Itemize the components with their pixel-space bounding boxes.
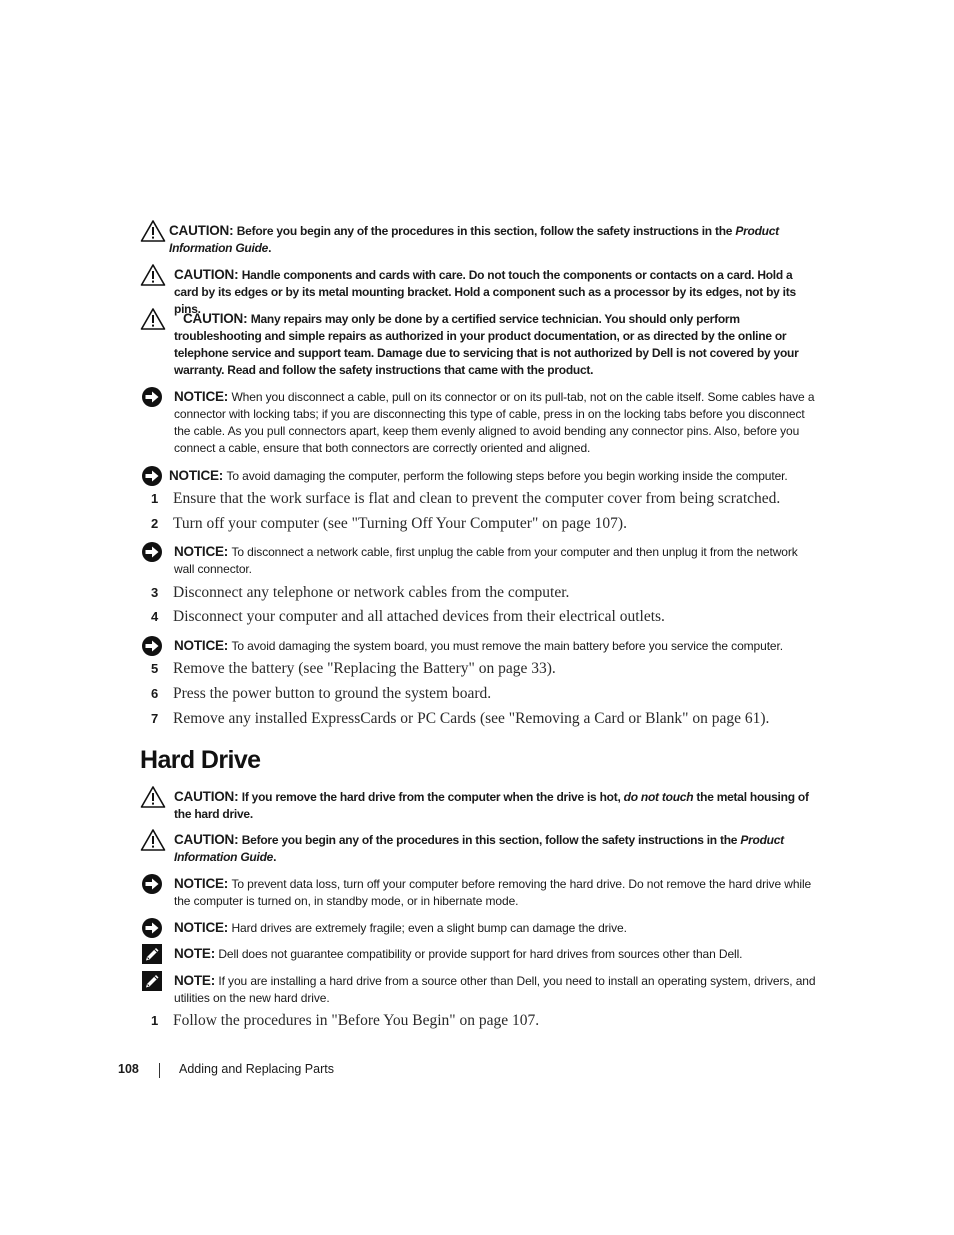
notice-icon (140, 385, 166, 409)
notice-icon (140, 916, 166, 940)
page-number: 108 (118, 1062, 139, 1076)
notice-note: NOTICE: To avoid damaging the system board, you must remove the main battery before you service the computer. (140, 637, 816, 655)
caution-note: CAUTION: Before you begin any of the procedures in this section, follow the safety instructions in the Product Information Guide. (140, 831, 816, 866)
caution-icon (140, 263, 166, 287)
notice-icon (140, 540, 166, 564)
caution-icon (140, 828, 166, 852)
caution-icon (140, 307, 166, 331)
pencil-note-icon (140, 969, 166, 993)
step-item: 5 Remove the battery (see "Replacing the Battery" on page 33). (151, 660, 556, 677)
notice-icon (140, 872, 166, 896)
section-title: Hard Drive (140, 746, 261, 774)
page-footer (118, 1062, 334, 1076)
note-note: NOTE: Dell does not guarantee compatibility or provide support for hard drives from sources other than Dell. (140, 945, 816, 963)
notice-icon (140, 464, 166, 488)
step-item: 7 Remove any installed ExpressCards or PC Cards (see "Removing a Card or Blank" on page 61). (151, 710, 770, 727)
pencil-note-icon (140, 942, 166, 966)
notice-icon (140, 634, 166, 658)
step-item: 1 Follow the procedures in "Before You Begin" on page 107. (151, 1012, 540, 1029)
notice-note: NOTICE: To avoid damaging the computer, perform the following steps before you begin working inside the computer. (140, 467, 816, 485)
notice-note: NOTICE: When you disconnect a cable, pull on its connector or on its pull-tab, not on the cable itself. Some cables have a connector with locking tabs; if you are disconnecting this type of cable, press in on the locking tabs before you disconnect the cable. As you pull connectors apart, keep them evenly aligned to avoid bending any connector pins. Also, before you connect a cable, ensure that both connectors are correctly oriented and aligned. (140, 388, 816, 457)
caution-note: CAUTION: Before you begin any of the procedures in this section, follow the safety instructions in the Product Information Guide. (140, 222, 816, 257)
step-item: 4 Disconnect your computer and all attached devices from their electrical outlets. (151, 608, 665, 625)
caution-icon (140, 219, 166, 243)
footer-divider (159, 1063, 160, 1078)
step-item: 6 Press the power button to ground the system board. (151, 685, 492, 702)
caution-icon (140, 785, 166, 809)
caution-note: CAUTION: Many repairs may only be done by a certified service technician. You should only perform troubleshooting and simple repairs as authorized in your product documentation, or as directed by the online or telephone service and support team. Damage due to servicing that is not authorized by Dell is not covered by your warranty. Read and follow the safety instructions that came with the product. (140, 310, 816, 379)
step-item: 3 Disconnect any telephone or network cables from the computer. (151, 584, 570, 601)
step-item: 2 Turn off your computer (see "Turning Off Your Computer" on page 107). (151, 515, 627, 532)
caution-note: CAUTION: Handle components and cards with care. Do not touch the components or contacts on a card. Hold a card by its edges or by its metal mounting bracket. Hold a component such as a processor by its edges, not by its pins. (140, 266, 816, 318)
note-note: NOTE: If you are installing a hard drive from a source other than Dell, you need to install an operating system, drivers, and utilities on the new hard drive. (140, 972, 816, 1007)
notice-note: NOTICE: To prevent data loss, turn off your computer before removing the hard drive. Do not remove the hard drive while the computer is turned on, in standby mode, or in hibernate mode. (140, 875, 816, 910)
footer-section-title: Adding and Replacing Parts (179, 1062, 334, 1076)
notice-note: NOTICE: Hard drives are extremely fragile; even a slight bump can damage the drive. (140, 919, 816, 937)
caution-note: CAUTION: If you remove the hard drive from the computer when the drive is hot, do not touch the metal housing of the hard drive. (140, 788, 816, 823)
notice-note: NOTICE: To disconnect a network cable, first unplug the cable from your computer and then unplug it from the network wall connector. (140, 543, 816, 578)
step-item: 1 Ensure that the work surface is flat and clean to prevent the computer cover from being scratched. (151, 490, 781, 507)
